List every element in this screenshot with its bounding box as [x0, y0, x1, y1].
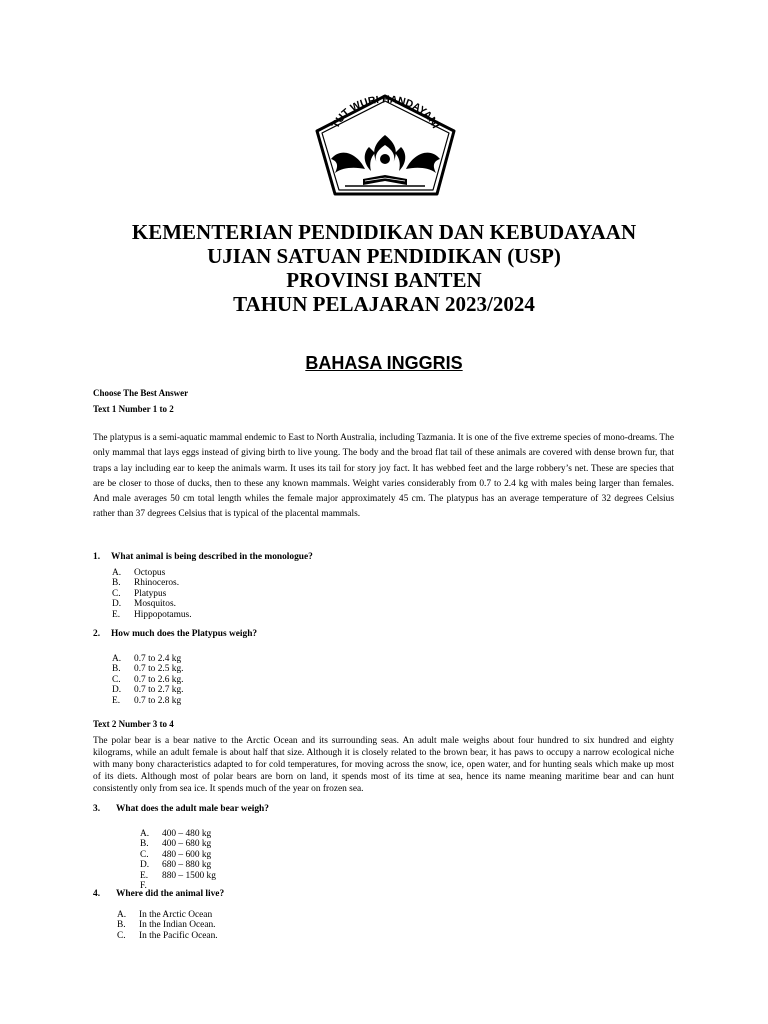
- option-c[interactable]: C. Platypus: [112, 588, 167, 599]
- question-3: [93, 804, 269, 814]
- option-e[interactable]: E. Hippopotamus.: [112, 609, 192, 620]
- option-f[interactable]: F.: [140, 880, 147, 891]
- option-c[interactable]: C. 0.7 to 2.6 kg.: [112, 674, 184, 685]
- option-a[interactable]: A. 0.7 to 2.4 kg: [112, 654, 182, 664]
- instruction: Choose The Best Answer: [93, 388, 189, 398]
- option-b[interactable]: B. 0.7 to 2.5 kg.: [112, 664, 184, 675]
- subject-title: BAHASA INGGRIS: [305, 353, 463, 373]
- option-e[interactable]: E. 0.7 to 2.8 kg: [112, 695, 182, 706]
- question-1: [93, 552, 313, 562]
- header-line-ministry: KEMENTERIAN PENDIDIKAN DAN KEBUDAYAAN: [131, 220, 637, 244]
- text1-heading: Text 1 Number 1 to 2: [93, 404, 174, 414]
- option-a[interactable]: A. In the Arctic Ocean: [117, 910, 213, 920]
- option-c[interactable]: C. 480 – 600 kg: [140, 849, 212, 860]
- tut-wuri-handayani-logo: [313, 93, 458, 199]
- question-4: [93, 889, 224, 899]
- option-d[interactable]: D. 0.7 to 2.7 kg.: [112, 685, 184, 696]
- question-text: Where did the animal live?: [116, 889, 225, 899]
- question-2: [93, 629, 257, 639]
- option-a[interactable]: A. 400 – 480 kg: [140, 829, 212, 839]
- option-b[interactable]: B. In the Indian Ocean.: [117, 920, 216, 931]
- question-number: 3.: [93, 804, 101, 814]
- question-text: How much does the Platypus weigh?: [111, 629, 258, 639]
- question-4-options: [117, 910, 218, 941]
- text2-heading: Text 2 Number 3 to 4: [93, 719, 174, 729]
- exam-header: [0, 220, 768, 316]
- option-c[interactable]: C. In the Pacific Ocean.: [117, 930, 218, 941]
- option-d[interactable]: D. 680 – 880 kg: [140, 860, 212, 871]
- question-2-options: [112, 654, 183, 706]
- question-1-options: [112, 568, 192, 620]
- question-number: 4.: [93, 889, 101, 899]
- option-b[interactable]: B. Rhinoceros.: [112, 578, 180, 589]
- question-text: What does the adult male bear weigh?: [116, 804, 269, 814]
- question-number: 1.: [93, 552, 101, 562]
- header-line-exam: UJIAN SATUAN PENDIDIKAN (USP): [207, 244, 561, 268]
- option-e[interactable]: E. 880 – 1500 kg: [140, 870, 216, 881]
- passage-platypus: The platypus is a semi-aquatic mammal endemic to East to North Australia, including Tazmania. It is one of the five extreme species of mono-dreams. The only mammal that lays eggs instead of giving birth to live young. The body and the broad flat tail of these animals are covered with dense brown fur, that traps a lay including ear to keep the animals warm. It uses its tail for story joy fact. It has webbed feet and the large robbery’s net. These are species that are be closer to those of ducks, then to these any known mammals. Weight varies considerably from 0.7 to 2.4 kg with males being larger than females. And male averages 50 cm total length whiles the female major approximately 45 cm. The platypus has an average temperature of 32 degrees Celsius rather than 37 degrees Celsius that is typical of the placental mammals.: [93, 433, 674, 520]
- svg-text:TUT WURI HANDAYANI: TUT WURI HANDAYANI: [329, 93, 442, 131]
- passage-polar-bear: The polar bear is a bear native to the Arctic Ocean and its surrounding seas. An adult male weighs about four hundred to six hundred and eighty kilograms, while an adult female is about half that size. Although it is closely related to the brown bear, it has paws to occupy a narrow ecological niche with many bony characteristics adapted to for cold temperatures, for moving across the snow, ice, open water, and for hunting seals which make up most of its diets. Although most of polar bears are born on land, it spends most of its time at sea, hence its name meaning maritime bear and can hunt consistently only from sea ice. It spends much of the year on frozen sea.: [93, 736, 674, 794]
- option-a[interactable]: A. Octopus: [112, 568, 166, 578]
- option-d[interactable]: D. Mosquitos.: [112, 599, 176, 610]
- header-line-year: TAHUN PELAJARAN 2023/2024: [233, 292, 535, 316]
- question-number: 2.: [93, 629, 101, 639]
- logo-emblem-icon: [313, 93, 458, 199]
- header-line-province: PROVINSI BANTEN: [286, 268, 482, 292]
- option-b[interactable]: B. 400 – 680 kg: [140, 839, 212, 850]
- question-3-options: [140, 829, 216, 891]
- question-text: What animal is being described in the monologue?: [111, 552, 313, 562]
